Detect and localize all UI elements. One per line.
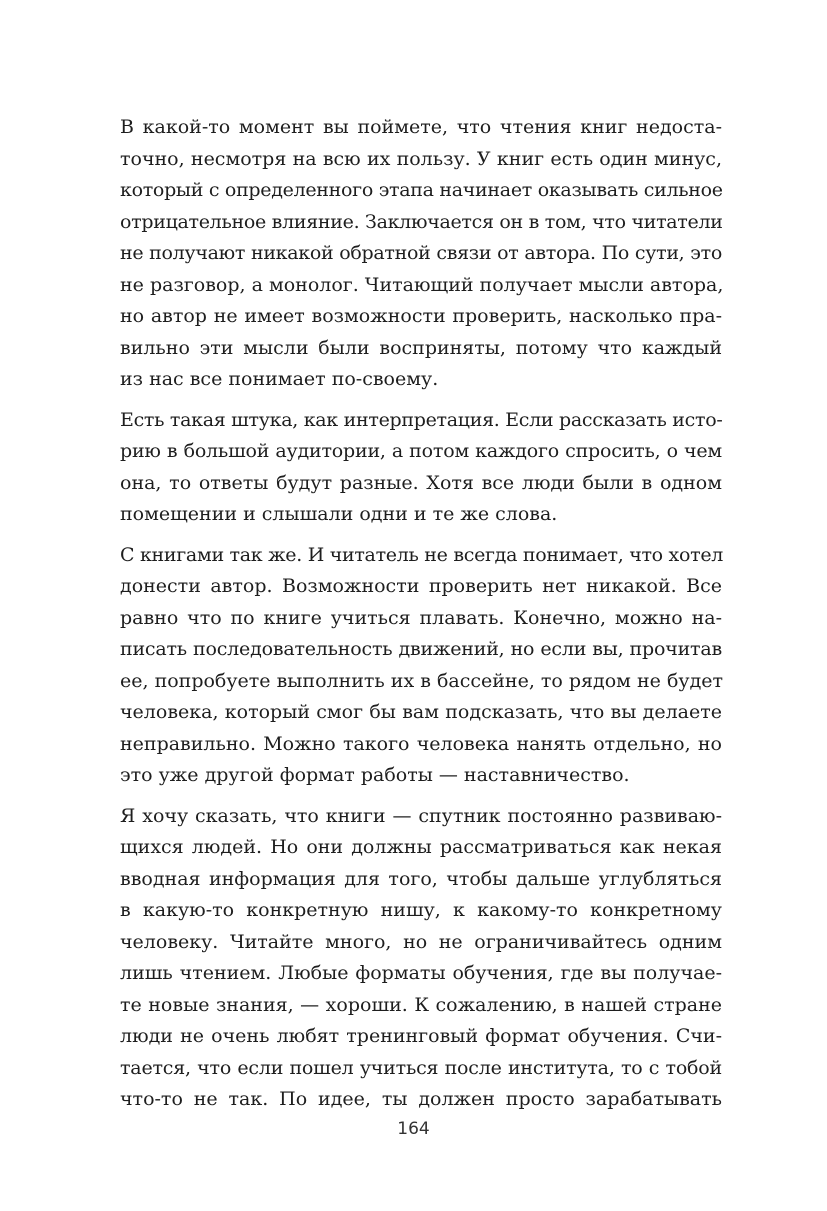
text-line: что-то не так. По идее, ты должен просто зарабатывать	[120, 1088, 722, 1110]
text-line: щихся людей. Но они должны рассматриваться как некая	[120, 836, 722, 858]
text-line: те новые знания, — хороши. К сожалению, в нашей стране	[120, 993, 722, 1016]
page-number: 164	[397, 1119, 430, 1139]
text-line: точно, несмотря на всю их пользу. У книг есть один минус,	[120, 147, 722, 170]
text-line: донести автор. Возможности проверить нет никакой. Все	[120, 575, 722, 597]
text-line: тается, что если пошел учиться после института, то с тобой	[120, 1056, 722, 1079]
paragraph-1	[120, 112, 722, 396]
text-line: вильно эти мысли были восприняты, потому что каждый	[120, 336, 722, 359]
text-line: в какую-то конкретную нишу, к какому-то конкретному	[120, 899, 722, 921]
text-line: ее, попробуете выполнить их в бассейне, то рядом не будет	[120, 669, 724, 692]
text-line: это уже другой формат работы — наставничество.	[120, 764, 630, 786]
paragraph-3	[120, 540, 722, 792]
text-line: человека, который смог бы вам подсказать, что вы делаете	[120, 701, 722, 723]
text-line: отрицательное влияние. Заключается он в том, что читатели	[120, 210, 723, 233]
text-line: не получают никакой обратной связи от автора. По сути, это	[120, 242, 722, 264]
paragraph-gap	[120, 792, 722, 801]
paragraph-2	[120, 405, 722, 531]
text-line: человеку. Читайте много, но не ограничивайтесь одним	[120, 930, 722, 953]
text-line: лишь чтением. Любые форматы обучения, где вы получае-	[120, 962, 722, 984]
text-line: не разговор, а монолог. Читающий получает мысли автора,	[120, 273, 724, 296]
body-text	[120, 112, 722, 1116]
text-line: вводная информация для того, чтобы дальше углубляться	[120, 867, 722, 890]
text-line: В какой-то момент вы поймете, что чтения книг недоста-	[120, 116, 722, 138]
text-line: люди не очень любят тренинговый формат обучения. Счи-	[120, 1025, 722, 1047]
text-line: из нас все понимает по-своему.	[120, 368, 439, 390]
text-line: но автор не имеет возможности проверить, насколько пра-	[120, 305, 722, 327]
text-line: неправильно. Можно такого человека нанять отдельно, но	[120, 732, 722, 755]
paragraph-4	[120, 801, 722, 1116]
text-line: рию в большой аудитории, а потом каждого спросить, о чем	[120, 440, 722, 462]
text-line: помещении и слышали одни и те же слова.	[120, 503, 558, 525]
paragraph-gap	[120, 396, 722, 405]
text-line: Есть такая штука, как интерпретация. Если рассказать исто-	[120, 408, 723, 431]
text-line: писать последовательность движений, но если вы, прочитав	[120, 638, 722, 660]
text-line: С книгами так же. И читатель не всегда понимает, что хотел	[120, 543, 724, 566]
text-line: она, то ответы будут разные. Хотя все люди были в одном	[120, 471, 722, 494]
text-line: Я хочу сказать, что книги — спутник постоянно развиваю-	[120, 804, 722, 827]
text-line: который с определенного этапа начинает оказывать сильное	[120, 179, 723, 201]
paragraph-gap	[120, 531, 722, 540]
text-line: равно что по книге учиться плавать. Конечно, можно на-	[120, 606, 722, 629]
